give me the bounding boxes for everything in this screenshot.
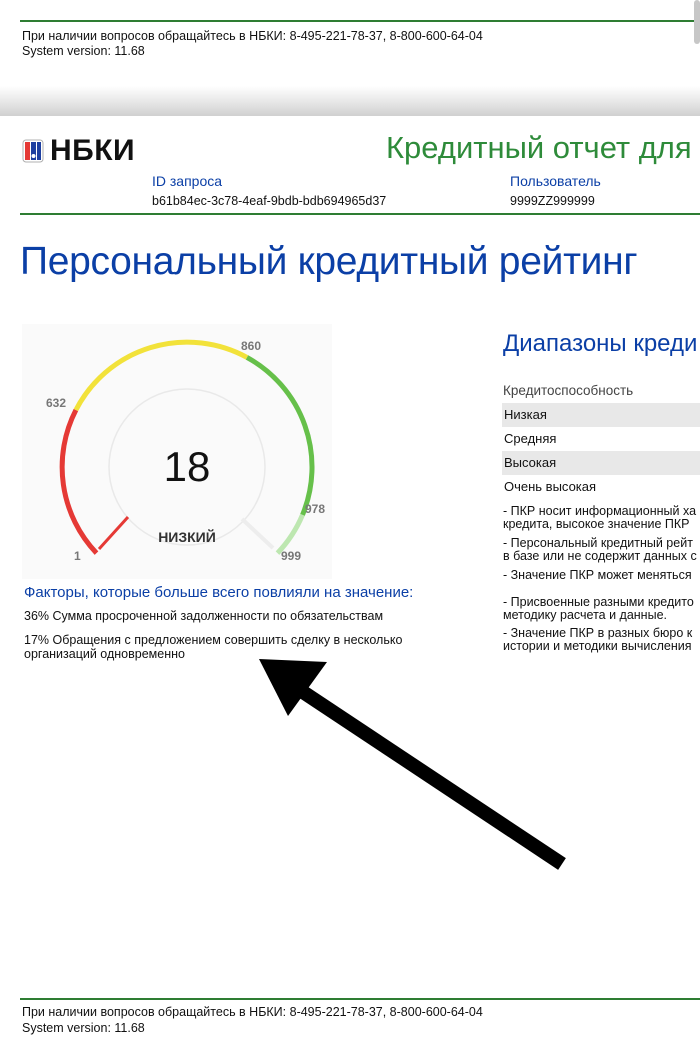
footer-contact: При наличии вопросов обращайтесь в НБКИ: 8-495-221-78-37, 8-800-600-64-04 xyxy=(22,1005,483,1019)
ranges-note: - Персональный кредитный рейт xyxy=(503,536,693,550)
gauge-tick-860: 860 xyxy=(241,339,262,353)
factor-item: 36% Сумма просроченной задолженности по обязательствам xyxy=(24,609,384,623)
request-id-value: b61b84ec-3c78-4eaf-9bdb-bdb694965d37 xyxy=(152,194,387,208)
ranges-note: кредита, высокое значение ПКР xyxy=(503,517,690,531)
header-contact: При наличии вопросов обращайтесь в НБКИ: 8-495-221-78-37, 8-800-600-64-04 xyxy=(22,29,483,43)
page-title: Персональный кредитный рейтинг xyxy=(20,240,638,283)
factor-item: 17% Обращения с предложением совершить сделку в несколько организаций одновременно xyxy=(24,633,403,661)
ranges-note: - Значение ПКР в разных бюро к xyxy=(503,626,693,640)
footer-version: System version: 11.68 xyxy=(22,1021,145,1035)
logo-text: НБКИ xyxy=(50,134,136,167)
user-value: 9999ZZ999999 xyxy=(510,194,595,208)
ranges-row: Низкая xyxy=(502,403,700,427)
gauge-tick-1: 1 xyxy=(74,549,81,563)
ranges-note: - Значение ПКР может меняться xyxy=(503,568,692,582)
ranges-note: в базе или не содержит данных с xyxy=(503,549,697,563)
ranges-row: Высокая xyxy=(502,451,700,475)
factors-title: Факторы, которые больше всего повлияли на значение: xyxy=(24,584,414,601)
report-title: Кредитный отчет для xyxy=(386,130,692,165)
footer-divider xyxy=(20,998,700,1000)
gauge-level: НИЗКИЙ xyxy=(158,529,216,545)
user-label: Пользователь xyxy=(510,173,601,189)
ranges-note: методику расчета и данные. xyxy=(503,608,667,622)
ranges-note: истории и методики вычисления xyxy=(503,639,692,653)
gauge-value: 18 xyxy=(163,443,211,490)
request-id-label: ID запроса xyxy=(152,173,223,189)
gauge-tick-632: 632 xyxy=(46,396,67,410)
ranges-row: Очень высокая xyxy=(504,479,597,494)
ranges-note: - ПКР носит информационный ха xyxy=(503,504,697,518)
gauge-tick-978: 978 xyxy=(305,502,326,516)
ranges-column-header: Кредитоспособность xyxy=(503,383,634,398)
ranges-note: - Присвоенные разными кредито xyxy=(503,595,694,609)
header-version: System version: 11.68 xyxy=(22,44,145,58)
gauge-tick-999: 999 xyxy=(281,549,302,563)
ranges-title: Диапазоны креди xyxy=(503,330,698,357)
ranges-row: Средняя xyxy=(504,431,557,446)
